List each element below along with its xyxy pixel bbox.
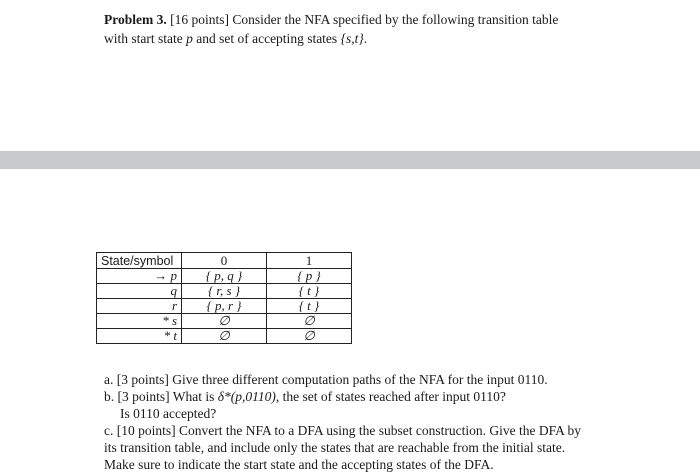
- problem-intro-line2b: and set of accepting states: [196, 31, 338, 46]
- table-row: [97, 329, 352, 344]
- question-b-delta: δ*(p,0110): [217, 389, 276, 404]
- row-state: * t: [97, 329, 182, 344]
- row-state: * s: [97, 314, 182, 329]
- question-b: [104, 388, 604, 405]
- problem-intro-end: .: [363, 31, 368, 46]
- row-on-1: { t }: [267, 284, 352, 299]
- start-state: p: [186, 31, 193, 46]
- row-state: r: [97, 299, 182, 314]
- problem-intro-line2a: with start state: [104, 31, 183, 46]
- table-row: [97, 269, 352, 284]
- table-row: [97, 299, 352, 314]
- accepting-set: {s,t}: [340, 31, 364, 46]
- question-a: a. [3 points] Give three different computation paths of the NFA for the input 0110.: [104, 372, 548, 387]
- problem-statement: Problem 3. [16 points] Consider the NFA specified by the following transition table with start state p and set of accepting states {s,t}.: [104, 12, 559, 46]
- row-on-0: ∅: [182, 329, 267, 344]
- question-c-line3: Make sure to indicate the start state and the accepting states of the DFA.: [104, 457, 494, 472]
- table-row: [97, 314, 352, 329]
- row-on-0: { p, q }: [182, 269, 267, 284]
- table-header-row: [97, 253, 352, 269]
- row-on-1: { t }: [267, 299, 352, 314]
- question-list: [104, 371, 604, 473]
- question-b-pre: b. [3 points] What is: [104, 389, 215, 404]
- row-on-1: { p }: [267, 269, 352, 284]
- transition-table: [96, 252, 352, 344]
- question-c-line2: its transition table, and include only the states that are reachable from the initial state.: [104, 440, 566, 455]
- problem-intro: Consider the NFA specified by the following transition table: [232, 12, 559, 27]
- gray-divider-band: [0, 151, 700, 169]
- header-state-symbol: State/symbol: [97, 253, 182, 269]
- header-symbol-0: 0: [182, 253, 267, 269]
- header-symbol-1: 1: [267, 253, 352, 269]
- row-on-0: ∅: [182, 314, 267, 329]
- question-b-accepted: Is 0110 accepted?: [120, 406, 217, 421]
- row-state: → p: [97, 269, 182, 284]
- row-on-0: { r, s }: [182, 284, 267, 299]
- question-b-post: , the set of states reached after input 0110?: [275, 389, 506, 404]
- row-on-1: ∅: [267, 314, 352, 329]
- problem-label: Problem 3: [104, 12, 164, 27]
- question-c-line1: c. [10 points] Convert the NFA to a DFA using the subset construction. Give the DFA by: [104, 423, 581, 438]
- row-on-0: { p, r }: [182, 299, 267, 314]
- row-on-1: ∅: [267, 329, 352, 344]
- row-state: q: [97, 284, 182, 299]
- table-row: [97, 284, 352, 299]
- problem-points: [16 points]: [170, 12, 229, 27]
